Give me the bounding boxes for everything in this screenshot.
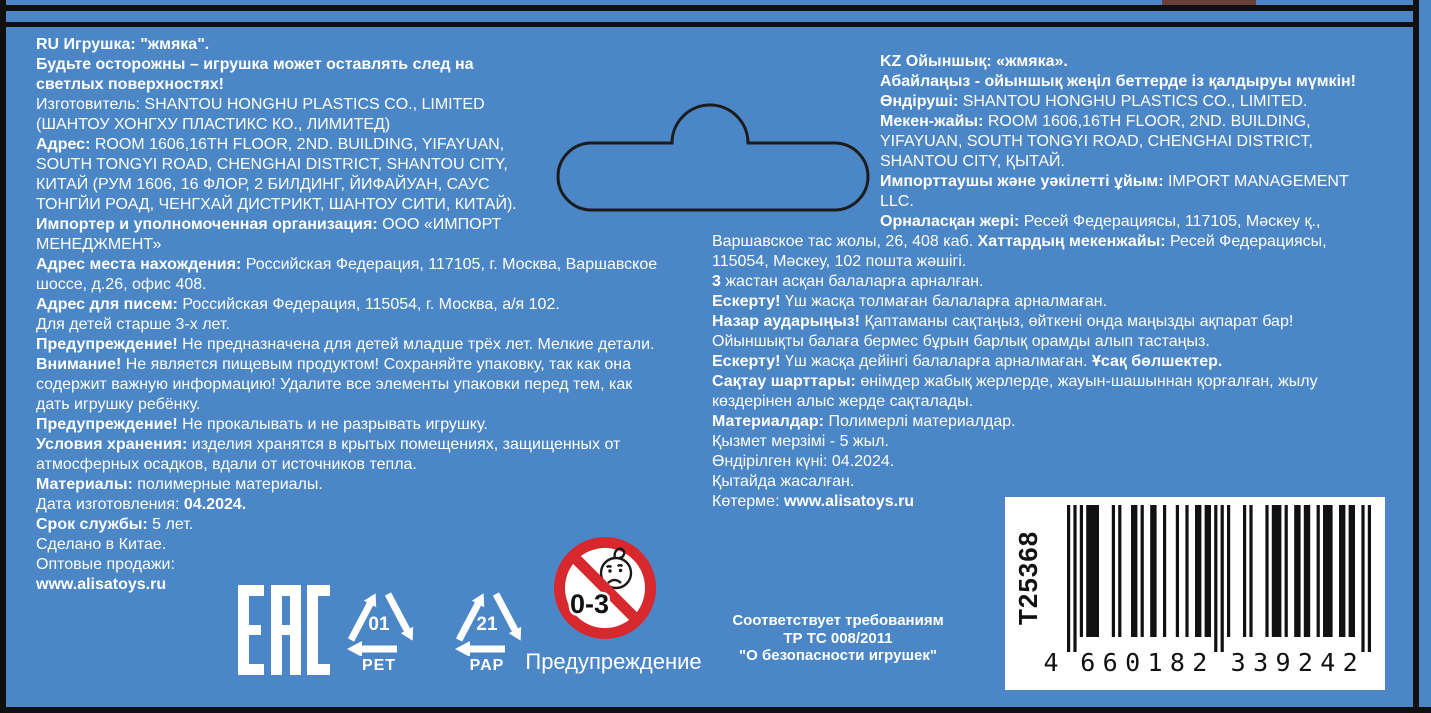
text-line: RU Игрушка: "жмяка". [36, 36, 210, 53]
frame-top-border [0, 22, 1419, 27]
text-line: Абайлаңыз - ойыншық жеңіл беттерде із қалдыруы мүмкін! [880, 73, 1356, 90]
text-line: Адрес места нахождения: Российская Федерация, 117105, г. Москва, Варшавское [36, 256, 658, 273]
text-line: Ескерту! Үш жасқа толмаған балаларға арналмаған. [712, 293, 1108, 310]
svg-text:8: 8 [1169, 648, 1185, 675]
svg-text:4: 4 [1043, 648, 1059, 675]
recycling-mark-pet [336, 584, 422, 676]
barcode [1005, 497, 1385, 690]
svg-text:2: 2 [1342, 648, 1358, 675]
text-line: Өндірілген күні: 04.2024. [712, 453, 895, 470]
text-line: светлых поверхностях! [36, 76, 224, 93]
text-line: KZ Ойыншық: «жмяка». [880, 53, 1068, 70]
text-line: Адрес для писем: Российская Федерация, 115054, г. Москва, а/я 102. [36, 296, 560, 313]
text-line: Внимание! Не является пищевым продуктом! Сохраняйте упаковку, так как она [36, 356, 631, 373]
recycling-material: PAP [469, 657, 505, 674]
text-line: Варшавское тас жолы, 26, 408 каб. Хаттардың мекенжайы: Ресей Федерациясы, [712, 233, 1327, 250]
text-line: Импортер и уполномоченная организация: ООО «ИМПОРТ [36, 216, 502, 233]
recycling-code: 01 [368, 614, 390, 635]
text-line: Сақтау шарттары: өнімдер жабық жерлерде, жауын-шашыннан қорғалған, жылу [712, 373, 1318, 390]
text-line: Ескерту! Үш жасқа дейінгі балаларға арналмаған. Ұсақ бөлшектер. [712, 353, 1223, 370]
age-warning-caption: Предупреждение [525, 649, 702, 674]
text-line: шоссе, д.26, офис 408. [36, 276, 207, 293]
text-line: Мекен-жайы: ROOM 1606,16TH FLOOR, 2ND. BUILDING, [880, 113, 1311, 130]
recycling-material: PET [361, 657, 397, 674]
kz-text-block-lower [712, 232, 1327, 512]
svg-text:3: 3 [1230, 648, 1246, 675]
text-line: көздерінен алыс жерде сақталады. [712, 393, 974, 410]
text-line: www.alisatoys.ru [36, 576, 167, 593]
svg-text:0: 0 [1125, 648, 1141, 675]
svg-text:3: 3 [1253, 648, 1269, 675]
age-range-text: 0-3 [570, 589, 610, 619]
text-line: Ойыншықты балаға бермес бұрын барлық орамды алып тастаңыз. [712, 333, 1210, 350]
frame-left-border [0, 0, 6, 713]
text-line: содержит важную информацию! Удалите все элементы упаковки перед тем, как [36, 376, 633, 393]
text-line: Қызмет мерзімі - 5 жыл. [712, 433, 889, 450]
text-line: Импорттаушы және уәкілетті ұйым: IMPORT MANAGEMENT [880, 173, 1349, 190]
svg-text:6: 6 [1102, 648, 1118, 675]
text-line: 115054, Мәскеу, 102 пошта жәшігі. [712, 253, 967, 270]
text-line: ТОНГЙИ РОАД, ЧЕНГХАЙ ДИСТРИКТ, ШАНТОУ СИТИ, КИТАЙ). [36, 196, 517, 213]
text-line: Условия хранения: изделия хранятся в крытых помещениях, защищенных от [36, 436, 621, 453]
text-line: Изготовитель: SHANTOU HONGHU PLASTICS CO., LIMITED [36, 96, 485, 113]
barcode-svg [1039, 505, 1377, 675]
frame-right-border [1413, 0, 1419, 713]
text-line: Срок службы: 5 лет. [36, 516, 194, 533]
frame-top-thin-line [0, 5, 1419, 11]
compliance-line: Соответствует требованиям [732, 612, 944, 629]
text-line: атмосферных осадков, вдали от источников тепла. [36, 456, 417, 473]
text-line: Материалы: полимерные материалы. [36, 476, 323, 493]
text-line: SOUTH TONGYI ROAD, CHENGHAI DISTRICT, SHANTOU CITY, [36, 156, 508, 173]
text-line: SHANTOU CITY, ҚЫТАЙ. [880, 153, 1065, 170]
kz-text-block-upper [880, 52, 1356, 232]
age-warning-icon [553, 536, 657, 640]
svg-text:9: 9 [1275, 648, 1291, 675]
svg-text:2: 2 [1297, 648, 1313, 675]
text-line: дать игрушку ребёнку. [36, 396, 201, 413]
text-line: КИТАЙ (РУМ 1606, 16 ФЛОР, 2 БИЛДИНГ, ЙИФАЙУАН, САУС [36, 176, 490, 193]
compliance-text [713, 612, 963, 665]
text-line: YIFAYUAN, SOUTH TONGYI ROAD, CHENGHAI DISTRICT, [880, 133, 1313, 150]
barcode-side-code: T25368 [1013, 530, 1043, 625]
text-line: Орналасқан жері: Ресей Федерациясы, 117105, Мәскеу қ., [880, 213, 1321, 230]
text-line: LLC. [880, 193, 914, 210]
adjacent-photo-fragment [1162, 0, 1256, 5]
text-line: Для детей старше 3-х лет. [36, 316, 230, 333]
svg-text:4: 4 [1320, 648, 1336, 675]
svg-text:2: 2 [1192, 648, 1208, 675]
text-line: Предупреждение! Не предназначена для детей младше трёх лет. Мелкие детали. [36, 336, 655, 353]
recycling-code: 21 [476, 614, 498, 635]
frame-bottom-border [0, 707, 1431, 713]
text-line: Оптовые продажи: [36, 556, 175, 573]
eac-mark-icon [238, 585, 330, 675]
text-line: (ШАНТОУ ХОНГХУ ПЛАСТИКС КО., ЛИМИТЕД) [36, 116, 391, 133]
text-line: Предупреждение! Не прокалывать и не разрывать игрушку. [36, 416, 488, 433]
text-line: Назар аударыңыз! Қаптаманы сақтаңыз, өйткені онда маңызды ақпарат бар! [712, 313, 1294, 330]
svg-text:6: 6 [1080, 648, 1096, 675]
text-line: Будьте осторожны – игрушка может оставлять след на [36, 56, 474, 73]
text-line: Қытайда жасалған. [712, 473, 855, 490]
compliance-line: ТР ТС 008/2011 [783, 629, 893, 647]
text-line: 3 жастан асқан балаларға арналған. [712, 273, 984, 290]
compliance-line: "О безопасности игрушек" [739, 647, 937, 664]
text-line: Сделано в Китае. [36, 536, 167, 553]
text-line: Дата изготовления: 04.2024. [36, 496, 247, 513]
text-line: Өндіруші: SHANTOU HONGHU PLASTICS CO., LIMITED. [880, 93, 1308, 110]
text-line: Материалдар: Полимерлі материалдар. [712, 413, 1016, 430]
text-line: МЕНЕДЖМЕНТ» [36, 236, 162, 253]
text-line: Адрес: ROOM 1606,16TH FLOOR, 2ND. BUILDING, YIFAYUAN, [36, 136, 505, 153]
svg-text:1: 1 [1147, 648, 1163, 675]
ru-text-block [36, 35, 657, 595]
text-line: Көтерме: www.alisatoys.ru [712, 493, 915, 510]
